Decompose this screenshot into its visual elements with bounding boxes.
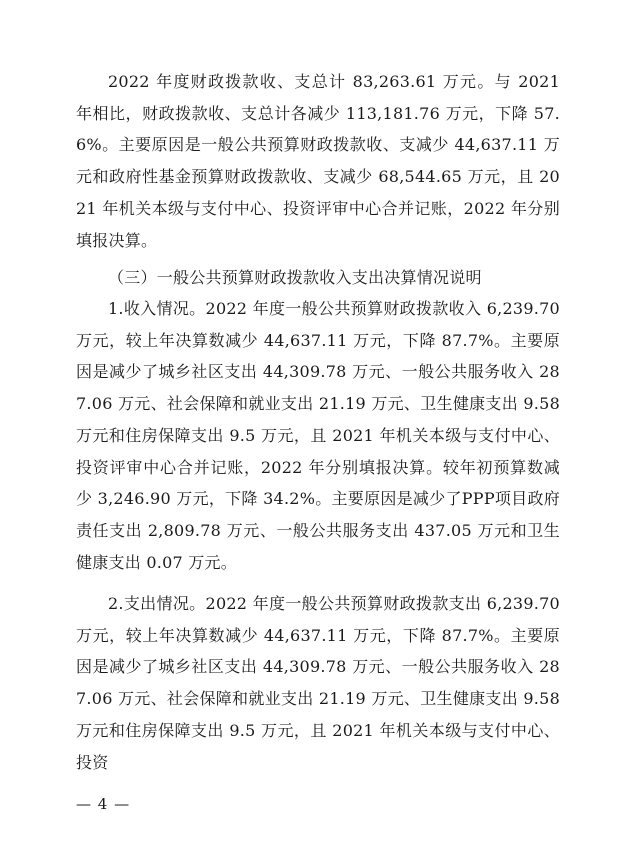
paragraph-revenue-situation: 1.收入情况。2022 年度一般公共预算财政拨款收入 6,239.70 万元，较上年决算数减少 44,637.11 万元，下降 87.7%。主要原因是减少了城乡社区支出 44,309.78 万元、一般公共服务收入 287.06 万元、社会保障和就业支出 21.19 万元、卫生健康支出 9.58 万元和住房保障支出 9.5 万元，且 2021 年机关本级与支付中心、投资评审中心合并记账，2022 年分别填报决算。较年初预算数减少 3,246.90 万元，下降 34.2%。主要原因是减少了PPP项目政府责任支出 2,809.78 万元、一般公共服务支出 437.05 万元和卫生健康支出 0.07 万元。 [76,299,560,572]
page-number: — 4 — [76,795,131,813]
paragraph-expenditure-situation: 2.支出情况。2022 年度一般公共预算财政拨款支出 6,239.70 万元，较上年决算数减少 44,637.11 万元，下降 87.7%。主要原因是减少了城乡社区支出 44,309.78 万元、一般公共服务收入 287.06 万元、社会保障和就业支出 21.19 万元、卫生健康支出 9.58 万元和住房保障支出 9.5 万元，且 2021 年机关本级与支付中心、投资 [76,594,560,772]
section-heading-general-budget: （三）一般公共预算财政拨款收入支出决算情况说明 [108,268,482,287]
paragraph-total-fiscal-appropriation: 2022 年度财政拨款收、支总计 83,263.61 万元。与 2021 年相比，财政拨款收、支总计各减少 113,181.76 万元，下降 57.6%。主要原因是一般公共预算财政拨款收、支减少 44,637.11 万元和政府性基金预算财政拨款收、支减少 68,544.65 万元，且 2021 年机关本级与支付中心、投资评审中心合并记账，2022 年分别填报决算。 [76,72,560,250]
